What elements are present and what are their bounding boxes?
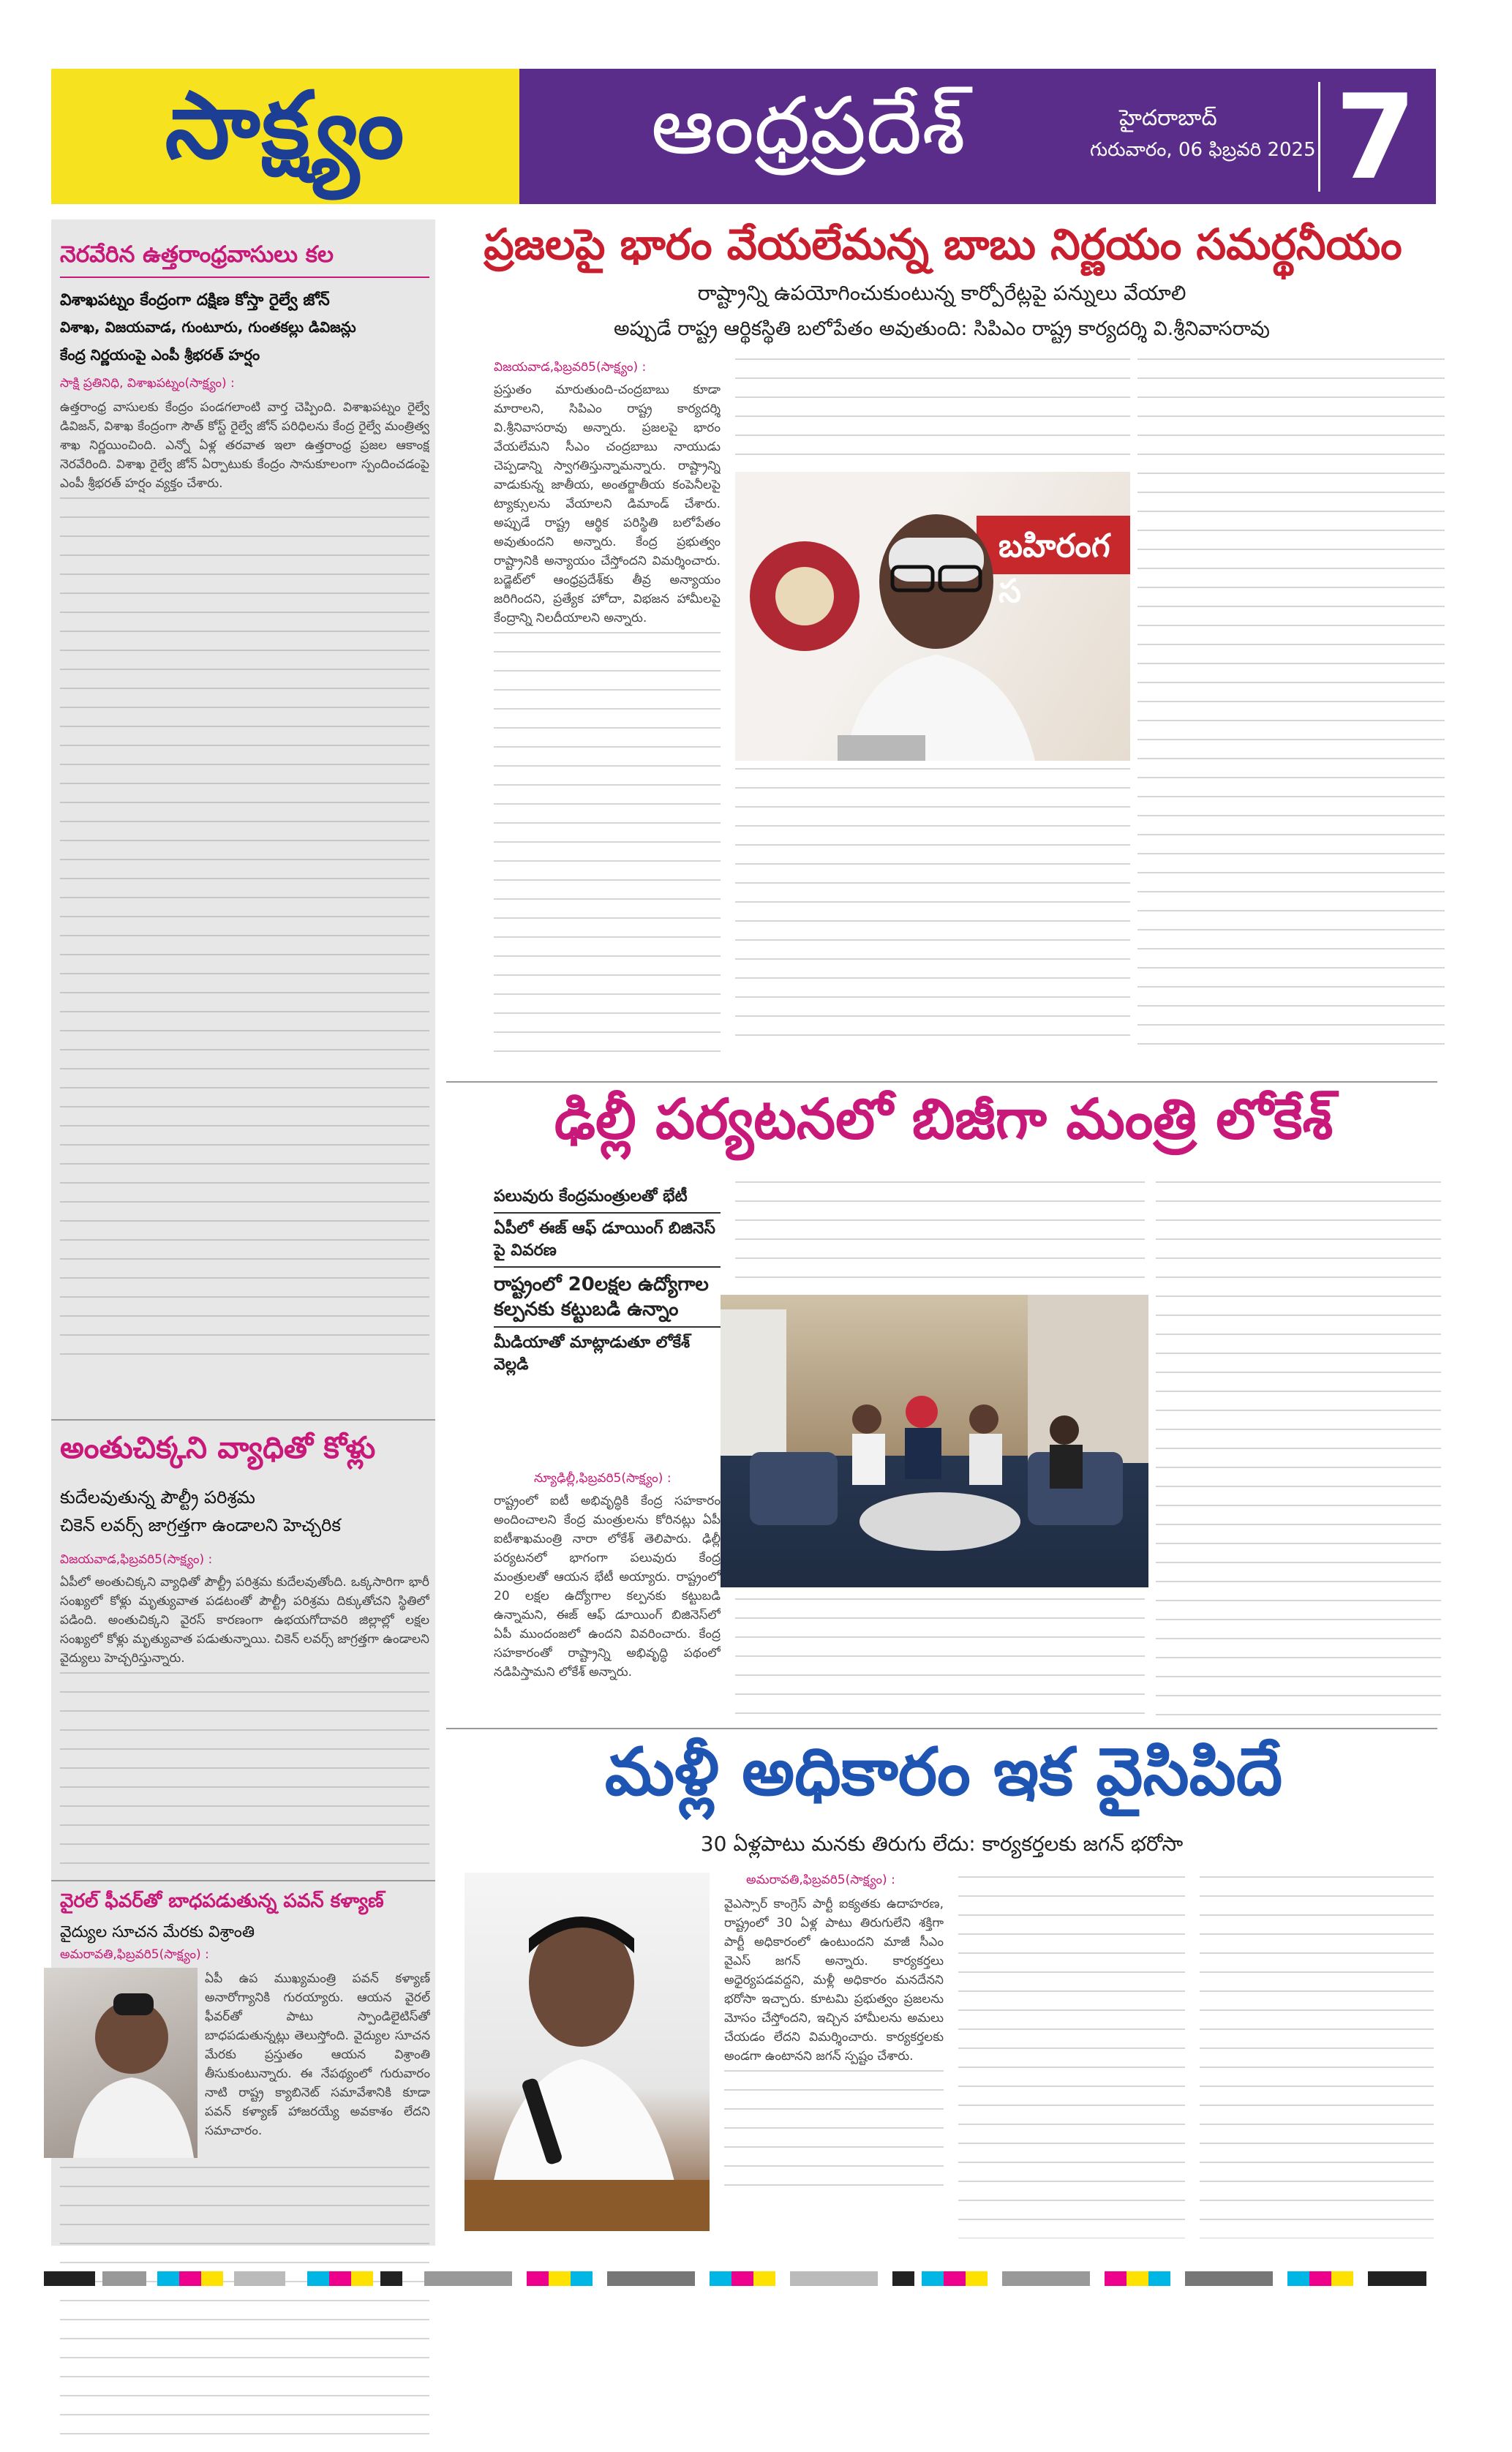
lead-story (446, 219, 1437, 1075)
story-body (60, 1573, 429, 1865)
subheadline: రాష్ట్రాన్ని ఉపయోగించుకుంటున్న కార్పోరేట్లపై పన్నులు వేయాలి (697, 281, 1186, 305)
story-body (494, 1492, 721, 1711)
divider (446, 1728, 1437, 1729)
headline: ప్రజలపై భారం వేయలేమన్న బాబు నిర్ణయం సమర్థనీయం (484, 219, 1402, 269)
person-silhouette-icon (44, 1968, 198, 2158)
text-filler (1137, 358, 1445, 1053)
photo-banner-text: బహిరంగ స (998, 527, 1110, 610)
speaker-illustration (464, 1873, 710, 2231)
section-banner (519, 69, 1436, 204)
text-filler (60, 497, 429, 1371)
headline: మళ్లీ అధికారం ఇక వైసిపిదే (604, 1734, 1283, 1810)
text-filler (60, 2167, 429, 2452)
text-filler (60, 1672, 429, 1865)
text-filler (735, 1181, 1145, 1284)
subheadline: అప్పుడే రాష్ట్ర ఆర్థికస్థితి బలోపేతం అవుతుంది: సిపిఎం రాష్ట్ర కార్యదర్శి వి.శ్రీనివాసరావు (613, 317, 1270, 340)
story-subhead: కేంద్ర నిర్ణయంపై ఎంపీ శ్రీభరత్ హర్షం (60, 346, 260, 364)
story-body (494, 380, 721, 1053)
story-body (60, 398, 429, 1371)
dateline: అమరావతి,ఫిబ్రవరి5(సాక్ష్యం) : (746, 1873, 895, 1887)
highlight-item: మీడియాతో మాట్లాడుతూ లోకేశ్ వెల్లడి (494, 1334, 691, 1374)
divider (51, 1880, 435, 1881)
story-body-text: ప్రస్తుతం మారుతుంది-చంద్రబాబు కూడా మారాలని, సిపిఎం రాష్ట్ర కార్యదర్శి వి.శ్రీనివాసరావు అన్నారు. ప్రజలపై భారం వేయలేమని సీఎం చంద్రబాబు నాయుడు చెప్పడాన్ని స్వాగతిస్తున్నామన్నారు. రాష్ట్రాన్ని వాడుకున్న జాతీయ, అంతర్జాతీయ కంపెనీలపై ట్యాక్సులను వేయాలని డిమాండ్ చేశారు. అప్పుడే రాష్ట్ర ఆర్థిక పరిస్థితి బలోపేతం అవుతుందని అన్నారు. కేంద్ర ప్రభుత్వం రాష్ట్రానికి అన్యాయం చేస్తోందని విమర్శించారు. బడ్జెట్‌లో ఆంధ్రప్రదేశ్‌కు తీవ్ర అన్యాయం జరిగిందని, ప్రత్యేక హోదా, విభజన హామీలపై కేంద్రాన్ని నిలదీయాలని అన్నారు. (494, 383, 721, 625)
story-body-text: రాష్ట్రంలో ఐటీ అభివృద్ధికి కేంద్ర సహకారం అందించాలని కేంద్ర మంత్రులను కోరినట్లు ఏపీ ఐటీశాఖమంత్రి నారా లోకేశ్ తెలిపారు. ఢిల్లీ పర్యటనలో భాగంగా పలువురు కేంద్ర మంత్రులతో ఆయన భేటీ అయ్యారు. రాష్ట్రంలో 20 లక్షల ఉద్యోగాల కల్పనకు కట్టుబడి ఉన్నామని, ఈజ్ ఆఫ్ డూయింగ్ బిజినెస్‌లో ఏపీ ముందంజలో ఉందని వివరించారు. కేంద్ర సహకారంతో రాష్ట్రాన్ని అభివృద్ధి పథంలో నడిపిస్తామని లోకేశ్ అన్నారు. (494, 1494, 721, 1680)
cpm-leader-photo (735, 472, 1130, 761)
highlight-item: పలువురు కేంద్రమంత్రులతో భేటీ (494, 1181, 721, 1214)
text-filler (494, 632, 721, 1053)
ysrcp-story (446, 1734, 1437, 2260)
highlights-box (494, 1181, 721, 1380)
jagan-photo (464, 1873, 710, 2231)
story-subhead: వైద్యుల సూచన మేరకు విశ్రాంతి (60, 1923, 255, 1941)
left-column (51, 219, 435, 2246)
page-number: 7 (1335, 69, 1417, 206)
divider (60, 277, 429, 278)
headline: ఢిల్లీ పర్యటనలో బిజీగా మంత్రి లోకేశ్ (554, 1086, 1334, 1151)
dateline: విజయవాడ,ఫిబ్రవరి5(సాక్ష్యం) : (494, 360, 647, 375)
text-filler (1156, 1181, 1441, 1715)
story-subhead: కుదేలవుతున్న పౌల్ట్రీ పరిశ్రమ (60, 1487, 255, 1508)
highlight-item: రాష్ట్రంలో 20లక్షల ఉద్యోగాల కల్పనకు కట్టుబడి ఉన్నాం (494, 1268, 721, 1328)
story-body-right (205, 1969, 430, 2159)
text-filler (735, 768, 1130, 1053)
story-subhead: విశాఖపట్నం కేంద్రంగా దక్షిణ కోస్తా రైల్వే జోన్ (60, 291, 330, 309)
section-name: ఆంధ్రప్రదేశ్ (651, 80, 966, 172)
text-filler (958, 1876, 1185, 2238)
meeting-illustration (721, 1295, 1148, 1587)
story-subhead: చికెన్ లవర్స్ జాగ్రత్తగా ఉండాలని హెచ్చరిక (60, 1515, 341, 1535)
story-body-text: ఉత్తరాంధ్ర వాసులకు కేంద్రం పండగలాంటి వార్త చెప్పింది. విశాఖపట్నం రైల్వే డివిజన్, విశాఖ కేంద్రంగా సౌత్ కోస్ట్ రైల్వే జోన్ పరిధిలను కేంద్ర రైల్వే మంత్రిత్వ శాఖ నిర్ణయించింది. ఎన్నో ఏళ్ల తరవాత ఇలా ఉత్తరాంధ్ర ప్రజల ఆకాంక్ష నెరవేరింది. విశాఖ రైల్వే జోన్ ఏర్పాటుకు కేంద్రం సానుకూలంగా స్పందించడంపై ఎంపీ శ్రీభరత్ హర్షం వ్యక్తం చేశారు. (60, 400, 429, 491)
edition-city: హైదరాబాద్ (1119, 105, 1217, 131)
story-title-poultry: అంతుచిక్కని వ్యాధితో కోళ్లు (60, 1430, 376, 1465)
edition-date: గురువారం, 06 ఫిబ్రవరి 2025 (1090, 139, 1316, 161)
dateline: విజయవాడ,ఫిబ్రవరి5(సాక్ష్యం) : (60, 1552, 213, 1567)
story-title-pawan-kalyan: వైరల్ ఫీవర్‌తో బాధపడుతున్న పవన్ కళ్యాణ్ (60, 1890, 384, 1912)
delhi-story (446, 1086, 1437, 1723)
divider (446, 1081, 1437, 1083)
subheadline: 30 ఏళ్లపాటు మనకు తిరుగు లేదు: కార్యకర్తలకు జగన్ భరోసా (700, 1832, 1184, 1856)
divider (51, 1419, 435, 1421)
story-body-text: ఏపీలో అంతుచిక్కని వ్యాధితో పౌల్ట్రీ పరిశ్రమ కుదేలవుతోంది. ఒక్కసారిగా భారీ సంఖ్యలో కోళ్లు మృత్యువాత పడటంతో పౌల్ట్రీ పరిశ్రమ దిక్కుతోచని స్థితిలో పడింది. అంతుచిక్కని వైరస్ కారణంగా ఉభయగోదావరి జిల్లాల్లో లక్షల సంఖ్యలో కోళ్లు మృత్యువాత పడుతున్నాయి. చికెన్ లవర్స్ జాగ్రత్తగా ఉండాలని వైద్యులు హెచ్చరిస్తున్నారు. (60, 1575, 429, 1666)
story-body-text: వైఎస్సార్ కాంగ్రెస్ పార్టీ ఐక్యతకు ఉదాహరణ, రాష్ట్రంలో 30 ఏళ్ల పాటు తిరుగులేని శక్తిగా పార్టీ అధికారంలో ఉంటుందని మాజీ సీఎం వైఎస్ జగన్ అన్నారు. కార్యకర్తలు అధైర్యపడవద్దని, మళ్లీ అధికారం మనదేనని భరోసా ఇచ్చారు. కూటమి ప్రభుత్వం ప్రజలను మోసం చేస్తోందని, ఇచ్చిన హామీలను అమలు చేయడం లేదని విమర్శించారు. కార్యకర్తలకు అండగా ఉంటానని జగన్ స్పష్టం చేశారు. (724, 1897, 944, 2064)
logo-text: సాక్ష్యం (165, 71, 406, 179)
meeting-photo (721, 1295, 1148, 1587)
text-filler (735, 1598, 1145, 1715)
dateline: న్యూఢిల్లీ,ఫిబ్రవరి5(సాక్ష్యం) : (534, 1471, 672, 1486)
story-body-text: ఏపీ ఉప ముఖ్యమంత్రి పవన్ కళ్యాణ్ అనారోగ్యానికి గురయ్యారు. ఆయన వైరల్ ఫీవర్‌తో పాటు స్పాండిలైటిస్‌తో బాధపడుతున్నట్లు తెలుస్తోంది. వైద్యుల సూచన మేరకు ప్రస్తుతం ఆయన విశ్రాంతి తీసుకుంటున్నారు. ఈ నేపథ్యంలో గురువారం నాటి రాష్ట్ర క్యాబినెట్ సమావేశానికి కూడా పవన్ కళ్యాణ్ హాజరయ్యే అవకాశం లేదని సమాచారం. (205, 1971, 430, 2138)
text-filler (735, 358, 1130, 465)
text-filler (724, 2070, 944, 2202)
print-registration-bar (0, 2271, 1512, 2286)
pawan-kalyan-photo (44, 1968, 198, 2158)
divider (1318, 82, 1320, 192)
masthead (51, 69, 1436, 204)
text-filler (1200, 1876, 1434, 2238)
dateline: అమరావతి,ఫిబ్రవరి5(సాక్ష్యం) : (60, 1947, 209, 1962)
dateline: సాక్షి ప్రతినిధి, విశాఖపట్నం(సాక్ష్యం) : (60, 376, 235, 391)
story-title-railway-zone: నెరవేరిన ఉత్తరాంధ్రవాసులు కల (60, 241, 334, 268)
story-body (724, 1895, 944, 2238)
story-subhead: విశాఖ, విజయవాడ, గుంటూరు, గుంతకల్లు డివిజన్లు (60, 318, 356, 336)
highlight-item: ఏపీలో ఈజ్ ఆఫ్ డూయింగ్ బిజినెస్ పై వివరణ (494, 1214, 721, 1268)
newspaper-logo (51, 69, 519, 204)
